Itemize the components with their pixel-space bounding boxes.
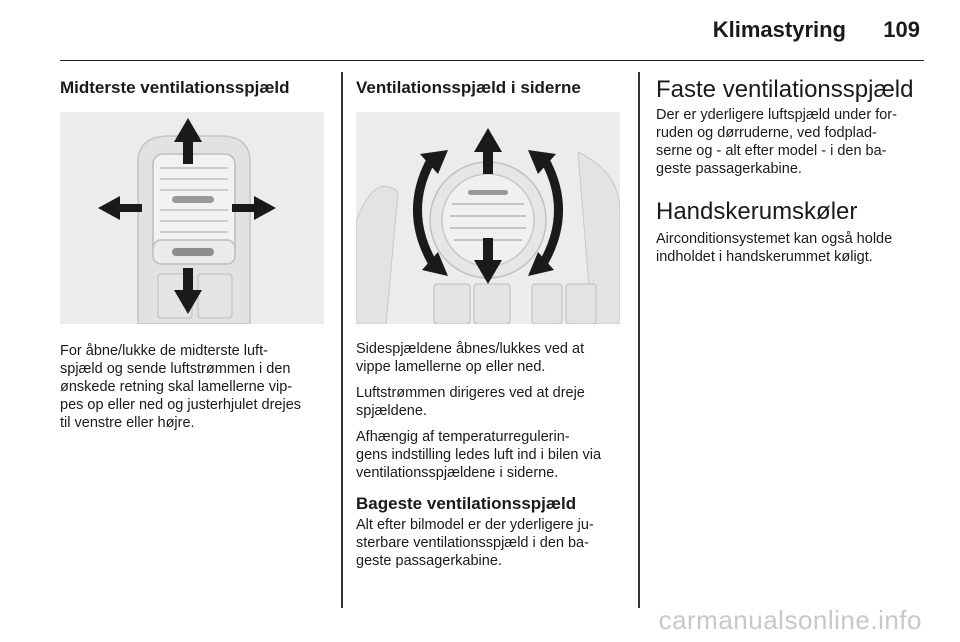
watermark: carmanualsonline.info — [658, 605, 922, 635]
heading-side-vents: Ventilationsspjæld i siderne — [356, 78, 581, 97]
heading-glovebox-cooler: Handskerumskøler — [656, 198, 858, 225]
center-vent-text: For åbne/lukke de midterste luft- spjæld og sende luftstrømmen i den ønskede retning skal lamellerne vip- pes op eller ned og justerhjulet drejes til venstre eller højre. — [60, 343, 302, 431]
column-side-vents — [356, 72, 622, 570]
rear-vent-text: Alt efter bilmodel er der yderligere ju- sterbare ventilationsspjæld i den ba- geste passagerkabine. — [356, 517, 594, 569]
fixed-vent-text: Der er yderligere luftspjæld under for- ruden og dørruderne, ved fodplad- serne og - alt efter model - i den ba- geste passagerkabine. — [656, 107, 897, 177]
column-divider — [638, 72, 640, 608]
page-number: 109 — [883, 17, 920, 42]
side-vent-text-1: Sidespjældene åbnes/lukkes ved at vippe lamellerne op eller ned. — [356, 341, 585, 375]
side-vent-illustration — [356, 112, 620, 324]
column-fixed-vents — [656, 72, 924, 266]
side-vent-text-2: Luftstrømmen dirigeres ved at dreje spjældene. — [356, 385, 585, 419]
glovebox-text: Airconditionsystemet kan også holde indholdet i handskerummet køligt. — [656, 231, 893, 265]
heading-center-vents: Midterste ventilationsspjæld — [60, 78, 290, 97]
side-vent-text-3: Afhængig af temperaturregulerin- gens indstilling ledes luft ind i bilen via ventilationsspjældene i siderne. — [356, 429, 602, 481]
heading-fixed-vents: Faste ventilationsspjæld — [656, 76, 914, 103]
section-title: Klimastyring — [712, 17, 846, 42]
center-vent-illustration — [60, 112, 324, 324]
column-divider — [341, 72, 343, 608]
page-header — [60, 0, 924, 61]
column-center-vents — [60, 72, 326, 432]
heading-rear-vents: Bageste ventilationsspjæld — [356, 494, 577, 513]
